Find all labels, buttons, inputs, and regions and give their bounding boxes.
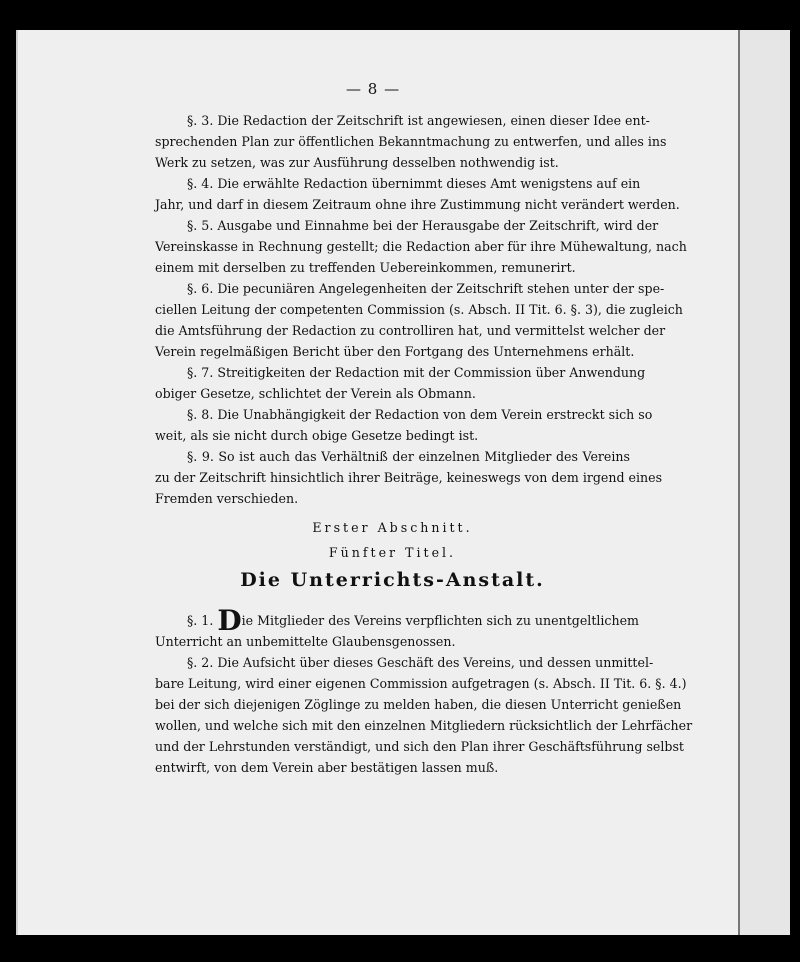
text-line: §. 8. Die Unabhängigkeit der Redaction von dem Verein erstreckt sich so [187, 407, 653, 422]
text-line: obiger Gesetze, schlichtet der Verein als Obmann. [155, 386, 476, 401]
text-line: weit, als sie nicht durch obige Gesetze bedingt ist. [155, 428, 479, 443]
text-line: wollen, und welche sich mit den einzelnen Mitgliedern rücksichtlich der Lehrfächer [155, 718, 693, 733]
main-heading: Die Unterrichts-Anstalt. [240, 569, 545, 591]
text-line: §. 6. Die pecuniären Angelegenheiten der Zeitschrift stehen unter der spe- [187, 281, 665, 296]
text-line: zu der Zeitschrift hinsichtlich ihrer Beiträge, keineswegs von dem irgend eines [155, 470, 663, 485]
text-line: §. 3. Die Redaction der Zeitschrift ist angewiesen, einen dieser Idee ent- [187, 113, 650, 128]
text-line: bare Leitung, wird einer eigenen Commission aufgetragen (s. Absch. II Tit. 6. §. 4.) [155, 676, 687, 691]
text-line: §. 7. Streitigkeiten der Redaction mit der Commission über Anwendung [187, 365, 646, 380]
next-page-edge [738, 30, 790, 935]
paragraph-number: §. 1. [187, 613, 214, 628]
text-line: §. 9. So ist auch das Verhältniß der einzelnen Mitglieder des Vereins [187, 449, 630, 464]
title-heading: Fünfter Titel. [328, 545, 457, 560]
paragraph-text: ie Mitglieder des Vereins verpflichten sich zu unentgeltlichem [241, 613, 639, 628]
drop-cap: D [217, 604, 242, 637]
text-line: sprechenden Plan zur öffentlichen Bekanntmachung zu entwerfen, und alles ins [155, 134, 667, 149]
text-line: Unterricht an unbemittelte Glaubensgenossen. [155, 634, 456, 649]
text-line: §. 5. Ausgabe und Einnahme bei der Herausgabe der Zeitschrift, wird der [187, 218, 659, 233]
text-line: Vereinskasse in Rechnung gestellt; die Redaction aber für ihre Mühewaltung, nach [155, 239, 687, 254]
text-line: Werk zu setzen, was zur Ausführung desselben nothwendig ist. [155, 155, 559, 170]
text-line: entwirft, von dem Verein aber bestätigen lassen muß. [155, 760, 499, 775]
text-line: Verein regelmäßigen Bericht über den Fortgang des Unternehmens erhält. [155, 344, 635, 359]
text-line [155, 604, 639, 637]
section-heading: Erster Abschnitt. [312, 520, 473, 535]
text-line: Jahr, und darf in diesem Zeitraum ohne ihre Zustimmung nicht verändert werden. [155, 197, 680, 212]
text-line: Fremden verschieden. [155, 491, 299, 506]
page-number: — 8 — [346, 80, 401, 98]
text-line: einem mit derselben zu treffenden Uebereinkommen, remunerirt. [155, 260, 576, 275]
text-line: §. 2. Die Aufsicht über dieses Geschäft des Vereins, und dessen unmittel- [187, 655, 654, 670]
text-line: bei der sich diejenigen Zöglinge zu melden haben, die diesen Unterricht genießen [155, 697, 682, 712]
text-line: und der Lehrstunden verständigt, und sich den Plan ihrer Geschäftsführung selbst [155, 739, 684, 754]
text-line: §. 4. Die erwählte Redaction übernimmt dieses Amt wenigstens auf ein [187, 176, 641, 191]
text-line: die Amtsführung der Redaction zu controlliren hat, und vermittelst welcher der [155, 323, 666, 338]
text-line: ciellen Leitung der competenten Commission (s. Absch. II Tit. 6. §. 3), die zugleich [155, 302, 683, 317]
